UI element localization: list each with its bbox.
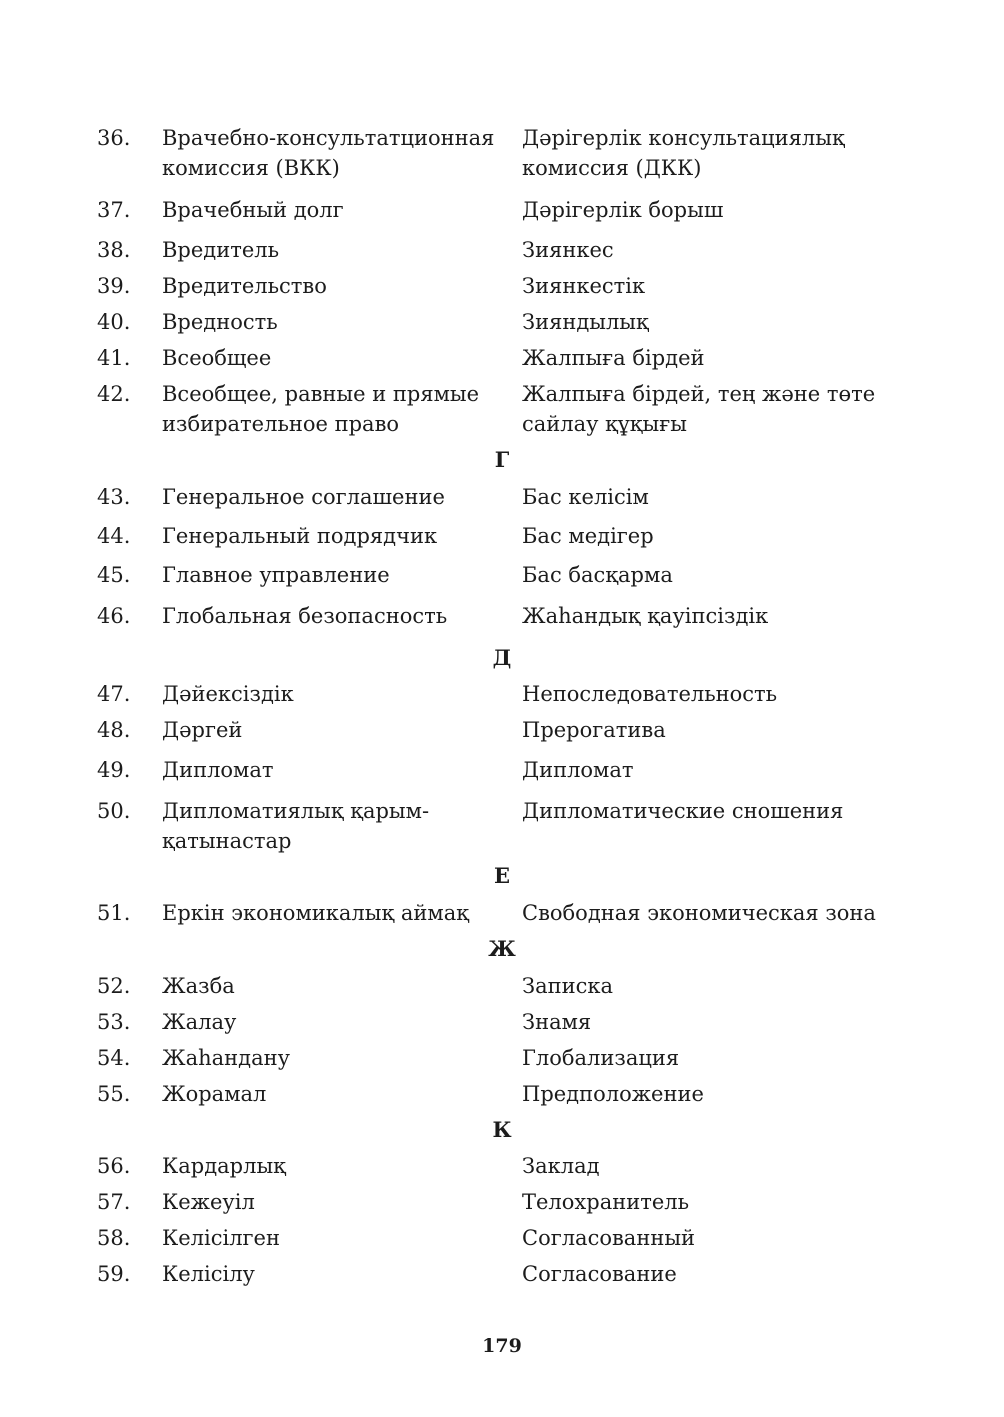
source-term: Генеральное соглашение <box>162 485 445 509</box>
target-term: Бас келісім <box>522 485 649 509</box>
entry-number: 53. <box>97 1010 131 1034</box>
entry-number: 44. <box>97 524 131 548</box>
target-term: Знамя <box>522 1010 592 1034</box>
target-term: Согласование <box>522 1262 677 1286</box>
source-term: Дипломат <box>162 758 274 782</box>
target-term: Записка <box>522 974 614 998</box>
source-term: Жаһандану <box>162 1046 290 1070</box>
source-term: Дипломатиялық қарым-қатынастар <box>162 799 430 853</box>
target-term: Дәрігерлік борыш <box>522 198 724 222</box>
section-letter: К <box>492 1117 512 1142</box>
source-term: Глобальная безопасность <box>162 604 448 628</box>
entry-number: 45. <box>97 563 131 587</box>
section-letter: Г <box>494 447 510 472</box>
entry-number: 36. <box>97 126 131 150</box>
target-term: Телохранитель <box>522 1190 690 1214</box>
source-term: Вредность <box>162 310 278 334</box>
entry-number: 57. <box>97 1190 131 1214</box>
target-term: Жалпыға бірдей <box>522 346 705 370</box>
source-term: Кардарлық <box>162 1154 286 1178</box>
source-term: Еркін экономикалық аймақ <box>162 901 469 925</box>
target-term: Бас медігер <box>522 524 654 548</box>
source-term: Вредитель <box>162 238 280 262</box>
source-term: Главное управление <box>162 563 390 587</box>
entry-number: 38. <box>97 238 131 262</box>
source-term: Всеобщее <box>162 346 272 370</box>
entry-number: 40. <box>97 310 131 334</box>
target-term: Зиянкестік <box>522 274 646 298</box>
target-term: Зияндылық <box>522 310 649 334</box>
source-term: Келісілген <box>162 1226 280 1250</box>
target-term: Жалпыға бірдей, тең және төте сайлау құқығы <box>522 382 876 436</box>
entry-number: 41. <box>97 346 131 370</box>
source-term: Жалау <box>162 1010 237 1034</box>
entry-number: 39. <box>97 274 131 298</box>
entry-number: 54. <box>97 1046 131 1070</box>
source-term: Дәйексіздік <box>162 682 294 706</box>
target-term: Непоследовательность <box>522 682 778 706</box>
entry-number: 42. <box>97 382 131 406</box>
target-term: Предположение <box>522 1082 704 1106</box>
section-letter: Е <box>493 863 510 888</box>
target-term: Жаһандық қауіпсіздік <box>522 604 769 628</box>
source-term: Генеральный подрядчик <box>162 524 438 548</box>
target-term: Дипломатические сношения <box>522 799 844 823</box>
source-term: Жазба <box>162 974 235 998</box>
entry-number: 51. <box>97 901 131 925</box>
source-term: Келісілу <box>162 1262 255 1286</box>
target-term: Заклад <box>522 1154 600 1178</box>
entry-number: 37. <box>97 198 131 222</box>
entry-number: 59. <box>97 1262 131 1286</box>
entry-number: 58. <box>97 1226 131 1250</box>
source-term: Дәргей <box>162 718 243 742</box>
entry-number: 55. <box>97 1082 131 1106</box>
source-term: Врачебный долг <box>162 198 344 222</box>
source-term: Кежеуіл <box>162 1190 255 1214</box>
source-term: Вредительство <box>162 274 327 298</box>
source-term: Жорамал <box>162 1082 267 1106</box>
source-term: Всеобщее, равные и прямые избирательное право <box>162 382 480 436</box>
section-letter: Ж <box>488 936 516 961</box>
target-term: Согласованный <box>522 1226 696 1250</box>
page-number: 179 <box>482 1335 522 1357</box>
target-term: Дәрігерлік консультациялық комиссия (ДКК) <box>522 126 845 180</box>
entry-number: 48. <box>97 718 131 742</box>
entry-number: 50. <box>97 799 131 823</box>
target-term: Дипломат <box>522 758 634 782</box>
target-term: Глобализация <box>522 1046 680 1070</box>
entry-number: 52. <box>97 974 131 998</box>
target-term: Бас басқарма <box>522 563 673 587</box>
source-term: Врачебно-консультатционная комиссия (ВКК) <box>162 126 495 180</box>
target-term: Свободная экономическая зона <box>522 901 876 925</box>
target-term: Зиянкес <box>522 238 614 262</box>
entry-number: 47. <box>97 682 131 706</box>
entry-number: 49. <box>97 758 131 782</box>
section-letter: Д <box>492 645 512 670</box>
entry-number: 43. <box>97 485 131 509</box>
entry-number: 46. <box>97 604 131 628</box>
entry-number: 56. <box>97 1154 131 1178</box>
target-term: Прерогатива <box>522 718 666 742</box>
